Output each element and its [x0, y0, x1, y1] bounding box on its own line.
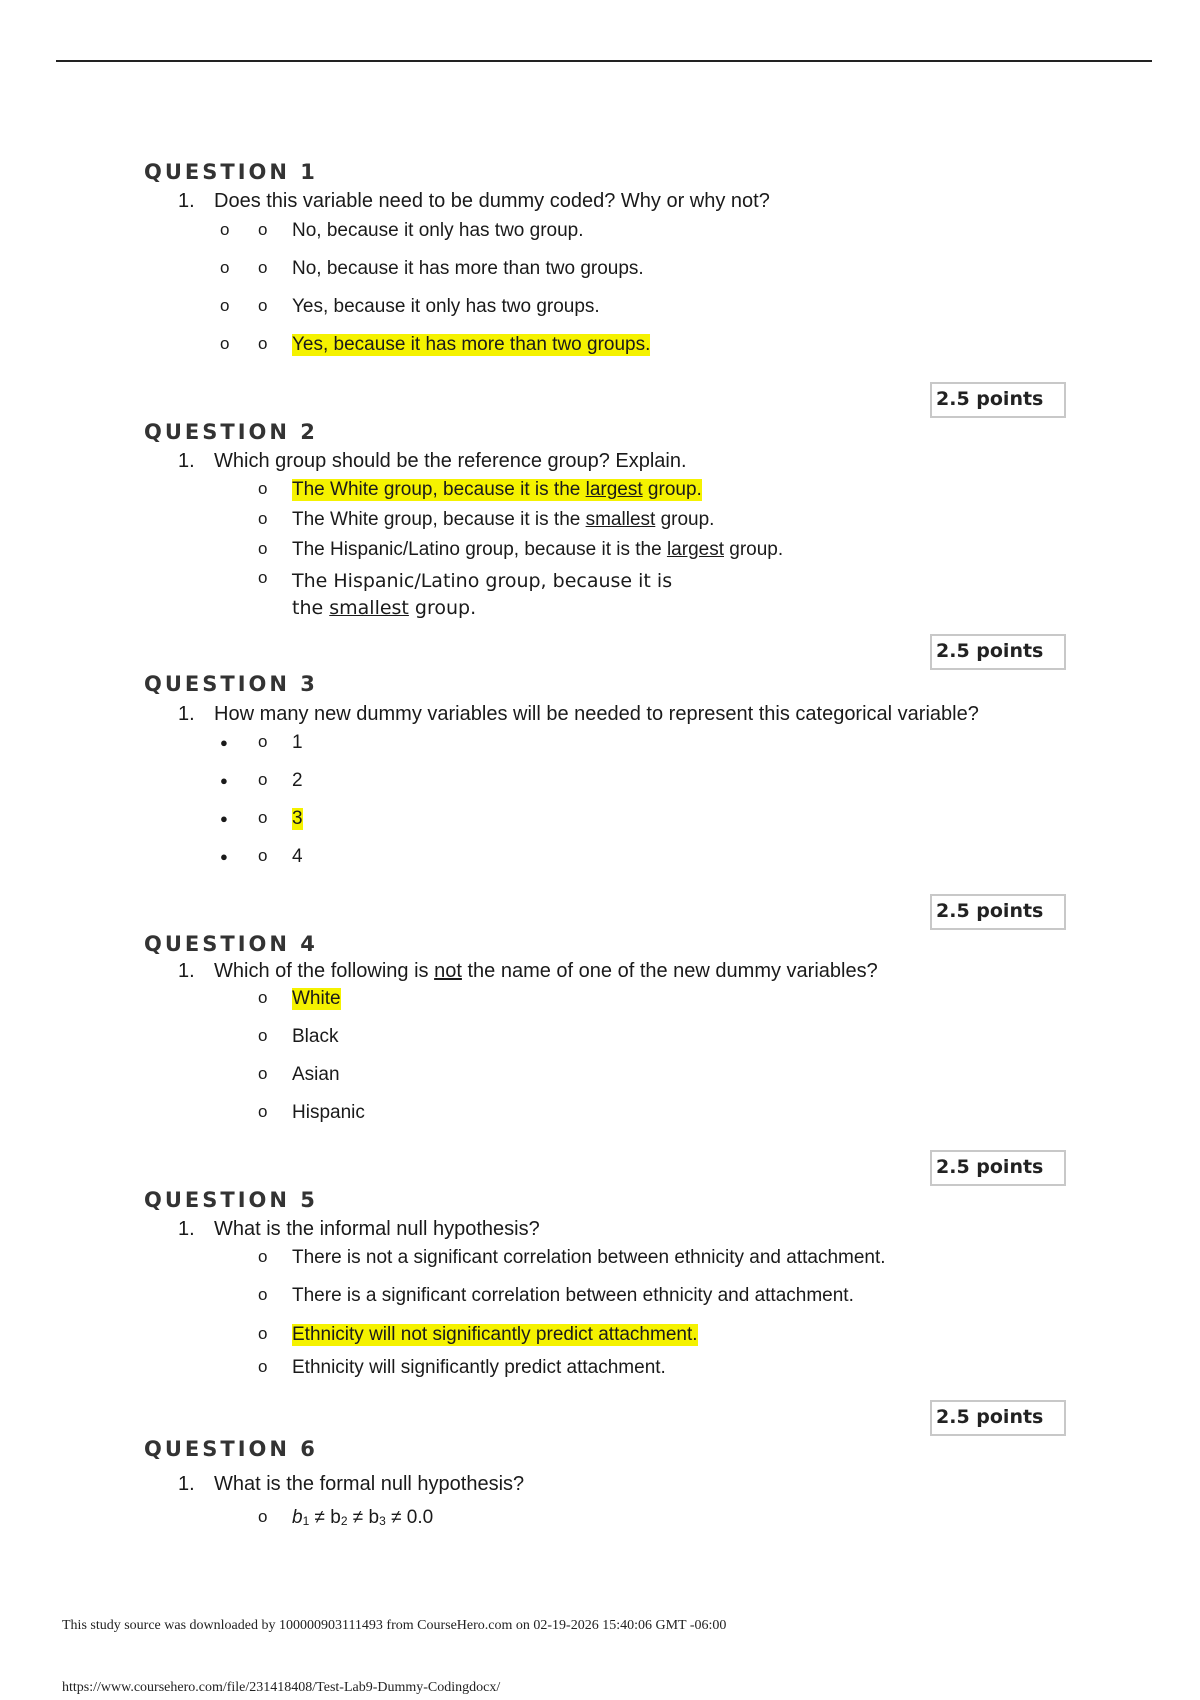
- points-box: 2.5 points: [930, 382, 1066, 418]
- question-6-stem: 1. What is the formal null hypothesis?: [178, 1473, 525, 1495]
- bullet-icon: o: [258, 1285, 268, 1304]
- highlighted-answer: 3: [292, 808, 303, 829]
- q3-option-1[interactable]: ● o 1: [220, 732, 303, 753]
- q4-option-3[interactable]: o Asian: [258, 1064, 340, 1085]
- bullet-icon: o: [258, 509, 268, 528]
- bullet-icon: o: [258, 988, 268, 1007]
- bullet-icon: o: [258, 1064, 268, 1083]
- q6-option-1[interactable]: [0, 1507, 1200, 1533]
- q4-option-2[interactable]: o Black: [258, 1026, 339, 1047]
- q3-option-4[interactable]: ● o 4: [220, 846, 303, 867]
- bullet-icon: o: [258, 1357, 268, 1376]
- q2-option-4[interactable]: o The Hispanic/Latino group, because it is the smallest group.: [258, 568, 673, 619]
- bullet-icon: o: [258, 296, 268, 315]
- highlighted-answer: Ethnicity will not significantly predict attachment.: [292, 1324, 698, 1345]
- radio-dot-icon: ●: [220, 849, 228, 864]
- question-4-title: QUESTION 4: [144, 932, 318, 956]
- question-2-title: QUESTION 2: [144, 420, 318, 444]
- q5-option-2[interactable]: o There is a significant correlation between ethnicity and attachment.: [258, 1285, 854, 1306]
- top-rule: [56, 60, 1152, 62]
- bullet-icon: o: [220, 334, 230, 353]
- question-6-title: QUESTION 6: [144, 1437, 318, 1461]
- question-5-title: QUESTION 5: [144, 1188, 318, 1212]
- bullet-icon: o: [258, 334, 268, 353]
- bullet-icon: o: [220, 258, 230, 277]
- source-url-link[interactable]: https://www.coursehero.com/file/231418408/Test-Lab9-Dummy-Codingdocx/: [62, 1680, 501, 1695]
- bullet-icon: o: [258, 732, 268, 751]
- bullet-icon: o: [258, 1324, 268, 1343]
- q1-option-2[interactable]: o o No, because it has more than two groups.: [220, 258, 644, 279]
- q4-option-1[interactable]: [0, 988, 1200, 1012]
- points-box: 2.5 points: [930, 894, 1066, 930]
- bullet-icon: o: [258, 1102, 268, 1121]
- q1-option-3[interactable]: o o Yes, because it only has two groups.: [220, 296, 600, 317]
- question-2-stem: 1. Which group should be the reference group? Explain.: [178, 450, 687, 472]
- q2-option-1[interactable]: [0, 479, 1200, 503]
- question-3-title: QUESTION 3: [144, 672, 318, 696]
- bullet-icon: o: [258, 568, 268, 587]
- bullet-icon: o: [258, 1247, 268, 1266]
- bullet-icon: o: [258, 539, 268, 558]
- bullet-icon: o: [258, 846, 268, 865]
- bullet-icon: o: [258, 258, 268, 277]
- radio-dot-icon: ●: [220, 773, 228, 788]
- highlighted-answer: The White group, because it is the largest group.: [292, 479, 702, 500]
- q1-option-1[interactable]: o o No, because it only has two group.: [220, 220, 584, 241]
- question-1-title: QUESTION 1: [144, 160, 318, 184]
- points-box: 2.5 points: [930, 1400, 1066, 1436]
- q5-option-1[interactable]: o There is not a significant correlation between ethnicity and attachment.: [258, 1247, 886, 1268]
- bullet-icon: o: [258, 1026, 268, 1045]
- q1-option-4[interactable]: [0, 334, 1200, 358]
- highlighted-answer: White: [292, 988, 341, 1009]
- points-box: 2.5 points: [930, 634, 1066, 670]
- bullet-icon: o: [220, 220, 230, 239]
- q2-option-2[interactable]: o The White group, because it is the smallest group.: [258, 509, 715, 530]
- bullet-icon: o: [258, 1507, 268, 1526]
- points-box: 2.5 points: [930, 1150, 1066, 1186]
- question-1-stem: 1. Does this variable need to be dummy coded? Why or why not?: [178, 190, 770, 212]
- question-5-stem: 1. What is the informal null hypothesis?: [178, 1218, 540, 1240]
- radio-dot-icon: ●: [220, 811, 228, 826]
- download-notice: This study source was downloaded by 100000903111493 from CourseHero.com on 02-19-2026 15:40:06 GMT -06:00: [62, 1618, 727, 1633]
- question-4-stem: 1. Which of the following is not the name of one of the new dummy variables?: [178, 960, 878, 982]
- bullet-icon: o: [258, 220, 268, 239]
- q3-option-3[interactable]: [0, 808, 1200, 832]
- question-3-stem: 1. How many new dummy variables will be needed to represent this categorical variable?: [178, 703, 979, 725]
- radio-dot-icon: ●: [220, 735, 228, 750]
- bullet-icon: o: [258, 770, 268, 789]
- formal-null-hypothesis: b1 ≠ b2 ≠ b3 ≠ 0.0: [292, 1507, 434, 1528]
- bullet-icon: o: [258, 479, 268, 498]
- bullet-icon: o: [258, 808, 268, 827]
- q4-option-4[interactable]: o Hispanic: [258, 1102, 365, 1123]
- q2-option-3[interactable]: o The Hispanic/Latino group, because it is the largest group.: [258, 539, 784, 560]
- q5-option-3[interactable]: [0, 1324, 1200, 1348]
- bullet-icon: o: [220, 296, 230, 315]
- highlighted-answer: Yes, because it has more than two groups.: [292, 334, 651, 355]
- q5-option-4[interactable]: o Ethnicity will significantly predict attachment.: [258, 1357, 666, 1378]
- q3-option-2[interactable]: ● o 2: [220, 770, 303, 791]
